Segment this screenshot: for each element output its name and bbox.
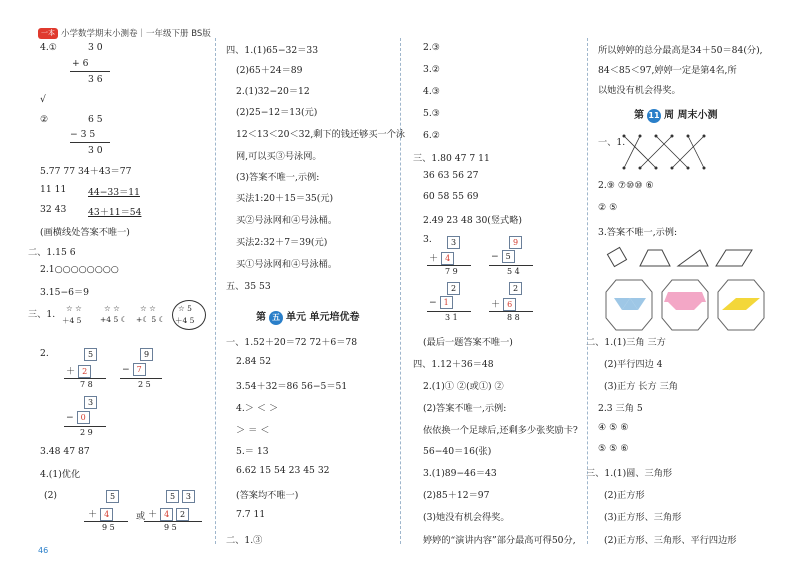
- answer-line: (2)85＋12＝97: [423, 490, 490, 501]
- answer-line: 3.54＋32＝86 56−5＝51: [236, 381, 348, 392]
- check-mark: √: [40, 94, 46, 105]
- answer-line: 4.③: [423, 86, 441, 97]
- answer-line: 3.(1)89−46＝43: [423, 468, 497, 479]
- box-calc: 5: [84, 348, 97, 361]
- answer-line: (2)正方形、三角形、平行四边形: [604, 535, 737, 546]
- answer-line: (2): [44, 490, 58, 501]
- calc-rule: [427, 265, 471, 266]
- answer-line: 三、1.(1)圆、三角形: [586, 468, 673, 479]
- answer-line: 5.77 77 34＋43＝77: [40, 166, 132, 177]
- answer-line: 3.15−6＝9: [40, 287, 90, 298]
- answer-line: 买①号泳网和④号泳桶。: [236, 259, 338, 270]
- answer-line: 一、1.52＋20＝72 72＋6＝78: [226, 337, 358, 348]
- brand-badge: 一本: [38, 28, 58, 39]
- answer-line: 依依换一个足球后,还剩多少张奖励卡?: [423, 425, 578, 436]
- answer-line: 3.: [423, 234, 432, 245]
- box-calc: ＋ 4: [429, 250, 454, 265]
- calc-rule: [84, 521, 128, 522]
- box-calc: 5: [106, 490, 119, 503]
- answer-line: 11 11: [40, 184, 67, 195]
- answer-line: (2)答案不唯一,示例:: [423, 403, 507, 414]
- column-divider: [215, 38, 216, 544]
- answer-line: 36 63 56 27: [423, 170, 479, 181]
- answer-line: 买法1:20＋15＝35(元): [236, 193, 334, 204]
- unit-title: 第 五 单元 单元培优卷: [256, 312, 360, 323]
- box-calc: 3 1: [445, 313, 458, 322]
- answer-line: (3)正方 长方 三角: [604, 381, 678, 392]
- vertical-calc: 3 6: [88, 74, 103, 85]
- box-calc: − 7: [122, 363, 146, 376]
- calc-rule: [120, 378, 162, 379]
- answer-line: 2.⑨ ⑦⑩⑩ ⑥: [598, 180, 654, 191]
- calc-rule: [427, 311, 471, 312]
- vertical-calc: 3 0: [88, 42, 103, 53]
- answer-line: 44−33＝11: [88, 187, 140, 198]
- answer-line: ＞ ＝ ＜: [236, 425, 270, 436]
- answer-line: ②: [40, 114, 49, 125]
- answer-note: (画横线处答案不唯一): [40, 227, 130, 238]
- star-puzzle: ☆ ☆: [104, 304, 120, 313]
- vertical-calc: + 6: [72, 58, 89, 69]
- answer-line: 4.①: [40, 42, 58, 53]
- answer-line: 2.1○○○○○○○○: [40, 264, 119, 275]
- calc-rule: [70, 71, 110, 72]
- answer-line: 6.62 15 54 23 45 32: [236, 465, 330, 476]
- answer-line: 二、1.15 6: [28, 247, 76, 258]
- box-calc: 8 8: [507, 313, 520, 322]
- answer-line: (2)65＋24＝89: [236, 65, 303, 76]
- box-calc: ＋ 6: [491, 296, 516, 311]
- answer-line: 五、35 53: [226, 281, 271, 292]
- answer-line: 网,可以买③号泳网。: [236, 151, 322, 162]
- answer-line: ⑤ ⑤ ⑥: [598, 443, 629, 454]
- page-number: 46: [38, 546, 49, 555]
- box-calc: 7 8: [80, 380, 93, 389]
- box-calc: 3: [447, 236, 460, 249]
- answer-line: 12＜13＜20＜32,剩下的钱还够买一个泳: [236, 129, 406, 140]
- box-calc: 2: [447, 282, 460, 295]
- answer-line: (2)25−12＝13(元): [236, 107, 318, 118]
- answer-line: 二、1.③: [226, 535, 263, 546]
- calc-rule: [144, 521, 202, 522]
- answer-line: 2.: [40, 348, 49, 359]
- vertical-calc: − 3 5: [70, 129, 96, 140]
- answer-line: 2.(1)① ②(或①) ②: [423, 381, 504, 392]
- answer-line: 4.(1)优化: [40, 469, 81, 480]
- answer-line: 32 43: [40, 204, 67, 215]
- star-puzzle: ☆ ☆: [140, 304, 156, 313]
- box-calc: 5 4: [507, 267, 520, 276]
- answer-line: (3)正方形、三角形: [604, 512, 682, 523]
- box-calc: 5 3: [166, 490, 195, 503]
- answer-line: 三、1.: [28, 309, 56, 320]
- answer-note: (答案均不唯一): [236, 490, 299, 501]
- answer-line: 2.③: [423, 42, 441, 53]
- or-label: 或: [136, 511, 146, 522]
- answer-line: 买法2:32＋7＝39(元): [236, 237, 328, 248]
- answer-line: (3)答案不唯一,示例:: [236, 172, 320, 183]
- page-footer: [38, 546, 48, 555]
- star-puzzle: ＋4 5: [62, 316, 82, 325]
- star-puzzle: ☆ ☆: [66, 304, 82, 313]
- box-calc: − 5: [491, 250, 515, 263]
- calc-rule: [489, 311, 533, 312]
- answer-line: 56−40＝16(张): [423, 446, 492, 457]
- answer-line: (3)她没有机会得奖。: [423, 512, 510, 523]
- answer-line: 一、1.: [598, 137, 626, 148]
- answer-line: 买②号泳网和④号泳桶。: [236, 215, 338, 226]
- answer-line: 3.48 47 87: [40, 446, 90, 457]
- box-calc: ＋ 4: [88, 506, 113, 521]
- star-puzzle: +4 5 ☾: [100, 315, 128, 324]
- answer-line: 2.(1)32−20＝12: [236, 86, 310, 97]
- box-calc: 2: [509, 282, 522, 295]
- page-header: [38, 26, 211, 40]
- answer-line: 四、1.(1)65−32＝33: [226, 45, 319, 56]
- calc-rule: [64, 378, 106, 379]
- shapes-figure: [606, 244, 766, 272]
- answer-line: 四、1.12＋36＝48: [413, 359, 494, 370]
- unit-title: 第 11 周 周末小测: [634, 110, 718, 121]
- box-calc: 7 9: [445, 267, 458, 276]
- answer-line: ④ ⑤ ⑥: [598, 422, 629, 433]
- answer-line: 3.②: [423, 64, 441, 75]
- vertical-calc: 6 5: [88, 114, 103, 125]
- calc-rule: [70, 142, 110, 143]
- calc-rule: [64, 426, 106, 427]
- answer-line: (2)正方形: [604, 490, 645, 501]
- answer-line: 2.3 三角 5: [598, 403, 643, 414]
- answer-line: ② ⑤: [598, 202, 618, 213]
- answer-line: 以她没有机会得奖。: [598, 85, 681, 96]
- box-calc: ＋ 2: [66, 363, 91, 378]
- answer-line: 2.49 23 48 30(竖式略): [423, 215, 523, 226]
- answer-line: 3.答案不唯一,示例:: [598, 227, 678, 238]
- box-calc: 9 5: [102, 523, 115, 532]
- answer-note: (最后一题答案不唯一): [423, 337, 513, 348]
- answer-line: 婷婷的“演讲内容”部分最高可得50分,: [423, 535, 576, 546]
- answer-line: 84＜85＜97,婷婷一定是第4名,所: [598, 65, 737, 76]
- star-puzzle: +☾ 5 ☾: [136, 315, 166, 324]
- answer-line: 6.②: [423, 130, 441, 141]
- answer-line: 43＋11＝54: [88, 207, 142, 218]
- box-calc: 2 9: [80, 428, 93, 437]
- answer-line: 2.84 52: [236, 356, 272, 367]
- column-divider: [400, 38, 401, 544]
- box-calc: ＋ 4 2: [148, 506, 189, 521]
- answer-line: 7.7 11: [236, 509, 266, 520]
- answer-line: 5.＝ 13: [236, 446, 269, 457]
- box-calc: 9: [509, 236, 522, 249]
- box-calc: − 1: [429, 296, 453, 309]
- answer-line: 5.③: [423, 108, 441, 119]
- answer-line: 二、1.(1)三角 三方: [586, 337, 666, 348]
- box-calc: 3: [84, 396, 97, 409]
- tangram-figure: [602, 276, 772, 336]
- answer-line: 4.＞ ＜ ＞: [236, 403, 279, 414]
- star-puzzle: ☆ 5: [178, 304, 192, 313]
- answer-line: (2)平行四边 4: [604, 359, 663, 370]
- calc-rule: [489, 265, 533, 266]
- header-title: 小学数学期末小测卷｜一年级下册 BS版: [61, 29, 211, 39]
- box-calc: 2 5: [138, 380, 151, 389]
- answer-line: 60 58 55 69: [423, 191, 479, 202]
- answer-line: 所以婷婷的总分最高是34＋50＝84(分),: [598, 45, 763, 56]
- star-puzzle: ＋4 5: [175, 316, 195, 325]
- vertical-calc: 3 0: [88, 145, 103, 156]
- answer-line: 三、1.80 47 7 11: [413, 153, 490, 164]
- matching-lines-figure: [618, 130, 718, 174]
- box-calc: 9 5: [164, 523, 177, 532]
- box-calc: 9: [140, 348, 153, 361]
- box-calc: − 0: [66, 411, 90, 424]
